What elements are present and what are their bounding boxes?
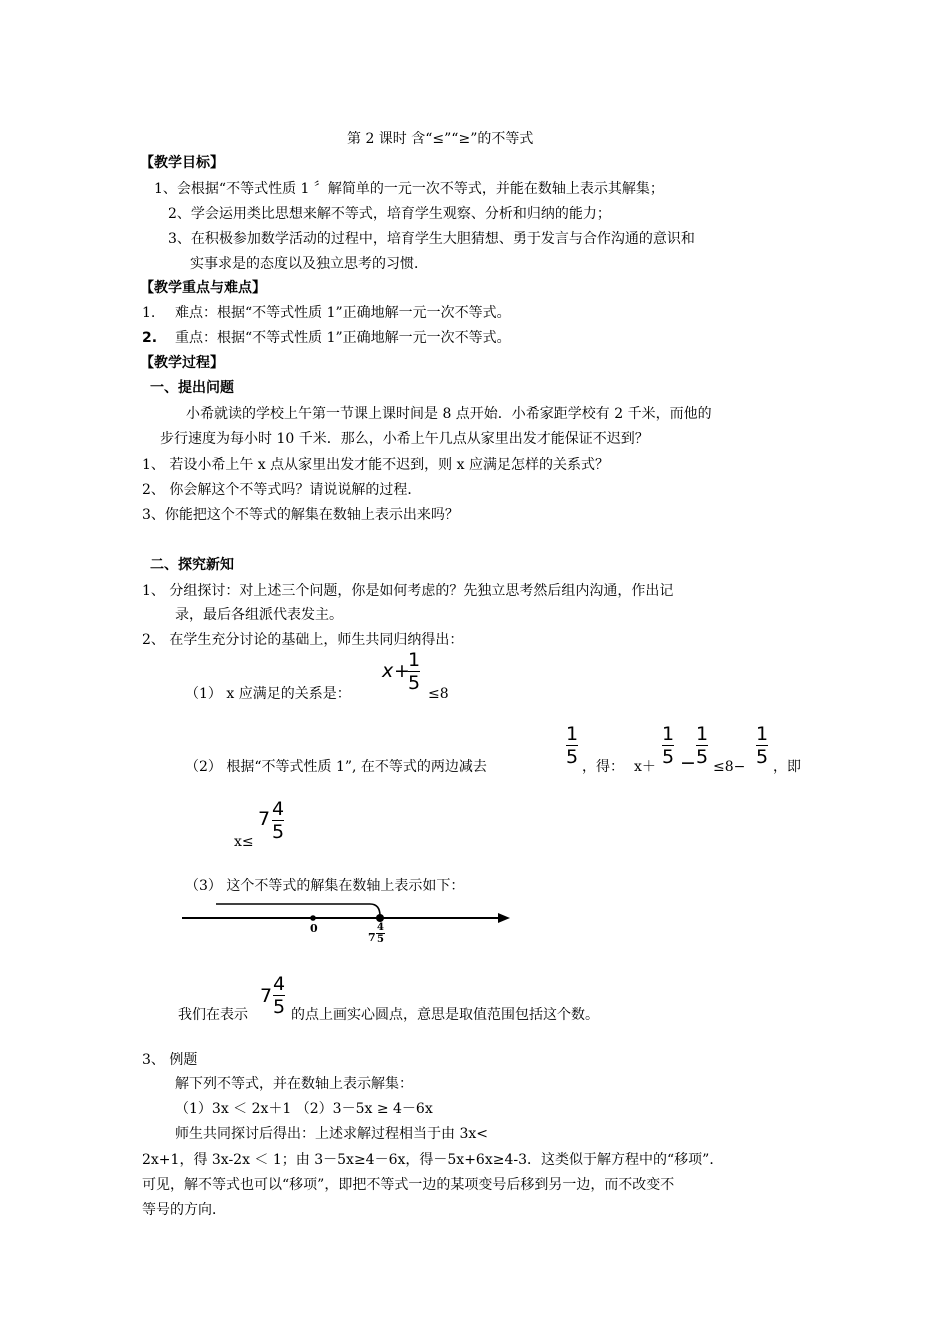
fraction-denominator: 5 — [273, 996, 286, 1018]
step1-variable: x — [382, 660, 394, 682]
result-mixed-fraction — [272, 799, 284, 842]
step2-minus: − — [680, 752, 696, 774]
fraction-numerator: 4 — [272, 798, 285, 820]
fraction-numerator: 1 — [756, 723, 769, 745]
fraction-denominator: 5 — [696, 746, 709, 768]
step2-le8: ≤8− — [713, 759, 746, 775]
step2-after: ，得： — [582, 759, 624, 775]
step2-label: （2） 根据“不等式性质 1”, 在不等式的两边减去 — [185, 759, 487, 775]
goal-item-1: 1、会根据“不等式性质 1 〞解简单的一元一次不等式，并能在数轴上表示其解集； — [154, 181, 664, 197]
number-line — [176, 896, 516, 952]
fraction-denominator: 5 — [377, 934, 384, 945]
fraction-numerator: 4 — [273, 973, 286, 995]
step2-x-plus: x＋ — [634, 759, 656, 775]
step2-fraction-a — [662, 724, 674, 767]
step1-plus: + — [394, 660, 410, 682]
step1-relation: ≤8 — [428, 686, 449, 702]
zero-tick — [310, 915, 316, 921]
step2-fraction-c — [756, 724, 768, 767]
section1-paragraph-line1: 小希就读的学校上午第一节课上课时间是 8 点开始．小希家距学校有 2 千米，而他的 — [186, 406, 712, 422]
axis-arrow — [498, 913, 510, 923]
example-heading: 3、 例题 — [142, 1052, 198, 1068]
keypoint-num-1: 1. — [142, 305, 156, 321]
process-heading: 【教学过程】 — [140, 355, 224, 371]
goal-item-2: 2、学会运用类比思想来解不等式，培育学生观察、分析和归纳的能力； — [168, 206, 611, 222]
page-title: 第 2 课时 含“≤”“≥”的不等式 — [347, 131, 534, 147]
explore-item-1-cont: 录，最后各组派代表发主。 — [175, 607, 343, 623]
discussion-line-1: 师生共同探讨后得出：上述求解过程相当于由 3x< — [175, 1126, 488, 1142]
step3-label: （3） 这个不等式的解集在数轴上表示如下： — [185, 878, 465, 894]
note-mixed-fraction — [273, 974, 285, 1017]
note-mixed-whole: 7 — [260, 985, 273, 1007]
fraction-numerator: 1 — [408, 649, 421, 671]
discussion-line-2: 2x+1，得 3x-2x ＜ 1；由 3－5x≥4－6x，得－5x+6x≥4-3．这类似于解方程中的“移项”． — [142, 1152, 724, 1168]
step1-fraction — [408, 650, 420, 693]
fraction-numerator: 1 — [662, 723, 675, 745]
axis-point-fraction — [376, 922, 385, 945]
note-after: 的点上画实心圆点，意思是取值范围包括这个数。 — [291, 1007, 599, 1023]
axis-zero-label: 0 — [310, 922, 318, 935]
solution-range-arc — [216, 904, 380, 916]
question-1: 1、 若设小希上午 x 点从家里出发才能不迟到，则 x 应满足怎样的关系式？ — [142, 457, 609, 473]
fraction-denominator: 5 — [272, 821, 285, 843]
discussion-line-3: 可见，解不等式也可以“移项”，即把不等式一边的某项变号后移到另一边，而不改变不 — [142, 1177, 675, 1193]
step2-end: ，即 — [773, 759, 801, 775]
example-intro: 解下列不等式，并在数轴上表示解集： — [175, 1076, 413, 1092]
step2-fraction-b — [696, 724, 708, 767]
fraction-numerator: 1 — [566, 723, 579, 745]
goal-item-3: 3、在积极参加数学活动的过程中，培育学生大胆猜想、勇于发言与合作沟通的意识和 — [168, 231, 695, 247]
keypoint-num-2: 2. — [142, 330, 158, 346]
fraction-denominator: 5 — [756, 746, 769, 768]
step2-fraction-subtract — [566, 724, 578, 767]
solid-point — [376, 914, 384, 922]
fraction-denominator: 5 — [662, 746, 675, 768]
section2-heading: 二、探究新知 — [150, 557, 234, 573]
note-before: 我们在表示 — [178, 1007, 248, 1023]
step1-label: （1） x 应满足的关系是： — [185, 686, 351, 702]
fraction-numerator: 1 — [696, 723, 709, 745]
section1-heading: 一、提出问题 — [150, 380, 234, 396]
explore-item-1: 1、 分组探讨：对上述三个问题，你是如何考虑的？先独立思考然后组内沟通，作出记 — [142, 583, 674, 599]
keypoint-text-2: 重点：根据“不等式性质 1”正确地解一元一次不等式。 — [175, 330, 511, 346]
fraction-denominator: 5 — [566, 746, 579, 768]
discussion-line-4: 等号的方向． — [142, 1202, 226, 1218]
goals-heading: 【教学目标】 — [140, 155, 224, 171]
keypoint-text-1: 难点：根据“不等式性质 1”正确地解一元一次不等式。 — [175, 305, 511, 321]
fraction-denominator: 5 — [408, 672, 421, 694]
question-2: 2、 你会解这个不等式吗？请说说解的过程． — [142, 482, 422, 498]
result-mixed-whole: 7 — [258, 808, 271, 830]
question-3: 3、你能把这个不等式的解集在数轴上表示出来吗？ — [142, 507, 459, 523]
explore-item-2: 2、 在学生充分讨论的基础上，师生共同归纳得出： — [142, 632, 464, 648]
keypoints-heading: 【教学重点与难点】 — [140, 280, 266, 296]
section1-paragraph-line2: 步行速度为每小时 10 千米．那么，小希上午几点从家里出发才能保证不迟到？ — [160, 431, 649, 447]
axis-point-whole: 7 — [368, 931, 376, 944]
step2-result-prefix: x≤ — [234, 834, 254, 850]
goal-item-3-cont: 实事求是的态度以及独立思考的习惯． — [190, 256, 428, 272]
example-problems: （1）3x ＜ 2x＋1 （2）3－5x ≥ 4－6x — [175, 1101, 433, 1117]
fraction-numerator: 4 — [377, 922, 384, 933]
